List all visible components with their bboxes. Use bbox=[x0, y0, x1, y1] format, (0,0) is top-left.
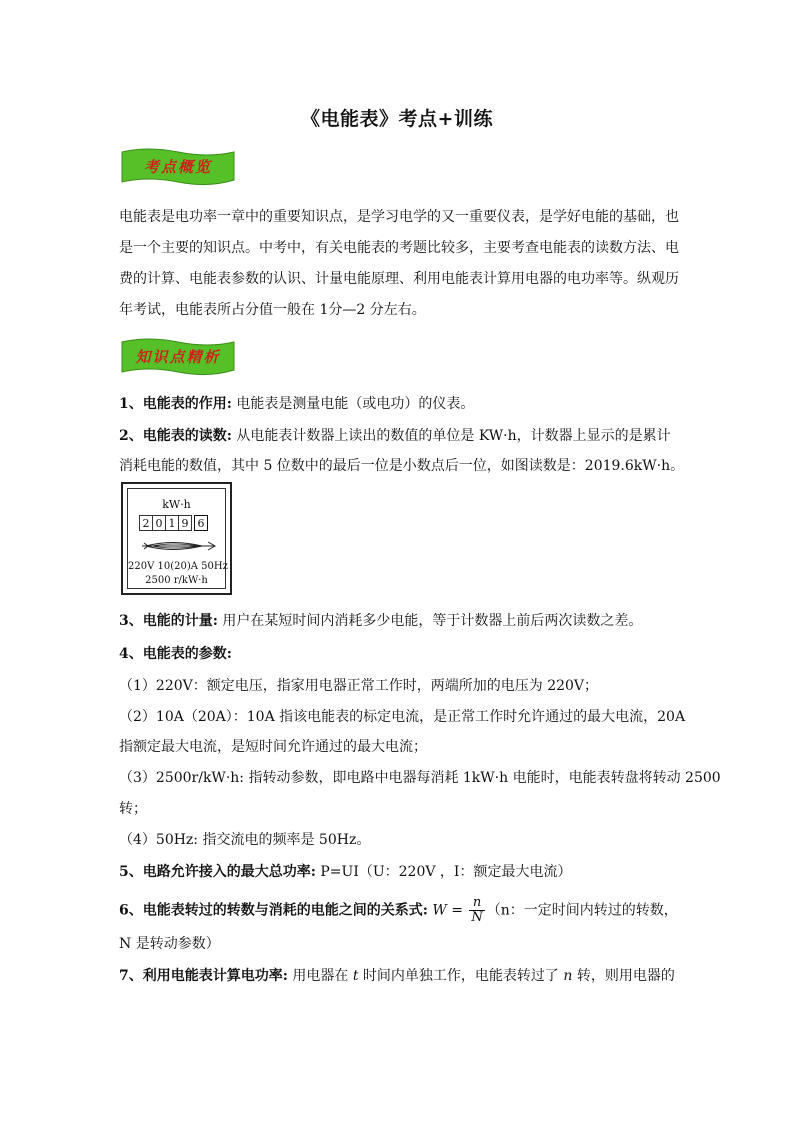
point-1 bbox=[119, 394, 689, 414]
analysis-banner bbox=[118, 336, 238, 378]
meter-digit: 1 bbox=[165, 515, 179, 531]
point-1-head: 1、电能表的作用: bbox=[119, 396, 232, 412]
formula-lhs: W = bbox=[432, 902, 463, 919]
point-2 bbox=[119, 426, 689, 446]
overview-paragraph: 电能表是电功率一章中的重要知识点，是学习电学的又一重要仪表，是学好电能的基础，也是一个主要的知识点。中考中，有关电能表的考题比较多，主要考查电能表的读数方法、电费的计算、电能表参数的认识、计量电能原理、利用电能表计算用电器的电功率等。纵观历年考试，电能表所占分值一般在 1分—2 分左右。 bbox=[119, 209, 679, 318]
point-1-text: 电能表是测量电能（或电功）的仪表。 bbox=[231, 396, 475, 412]
point-2-cont: 消耗电能的数值，其中 5 位数中的最后一位是小数点后一位，如图读数是：2019.6kW·h。 bbox=[119, 458, 685, 474]
point-4-head bbox=[119, 644, 689, 664]
meter-unit: kW·h bbox=[162, 498, 191, 511]
point-5-head: 5、电路允许接入的最大总功率: bbox=[119, 864, 316, 880]
point-6-text: （n：一定时间内转过的转数， bbox=[486, 902, 678, 919]
page-title: 《电能表》考点+训练 bbox=[301, 108, 493, 130]
point-5 bbox=[119, 862, 689, 882]
overview-banner-label: 考点概览 bbox=[143, 158, 212, 176]
point-4-item-3b: 转； bbox=[119, 801, 147, 817]
point-4-item-1: （1）220V：额定电压，指家用电器正常工作时，两端所加的电压为 220V； bbox=[119, 678, 599, 694]
meter-spec-rating: 220V 10(20)A 50Hz bbox=[128, 561, 228, 572]
point-4-item-4: （4）50Hz: 指交流电的频率是 50Hz。 bbox=[119, 832, 371, 848]
point-7-var-t: t bbox=[352, 968, 359, 984]
formula-denominator: N bbox=[471, 910, 483, 925]
point-5-text: P=UI（U：220V ，I：额定最大电流） bbox=[315, 864, 572, 880]
meter-spec-revolutions: 2500 r/kW·h bbox=[145, 575, 208, 586]
meter-digit: 9 bbox=[178, 515, 192, 531]
rotation-arrow-icon bbox=[142, 539, 218, 553]
meter-digit: 2 bbox=[139, 515, 153, 531]
point-7-head: 7、利用电能表计算电功率: bbox=[119, 968, 288, 984]
point-3 bbox=[119, 611, 689, 631]
meter-inner-frame bbox=[127, 488, 226, 589]
point-3-head: 3、电能的计量: bbox=[119, 613, 218, 629]
point-4-heading: 4、电能表的参数: bbox=[119, 646, 232, 662]
point-3-text: 用户在某短时间内消耗多少电能，等于计数器上前后两次读数之差。 bbox=[217, 613, 643, 629]
point-4-item-2b: 指额定最大电流，是短时间允许通过的最大电流； bbox=[119, 739, 427, 755]
energy-meter-figure bbox=[121, 482, 232, 595]
point-2-head: 2、电能表的读数: bbox=[119, 428, 232, 444]
point-7-text-c: 转，则用电器的 bbox=[572, 968, 675, 984]
point-7-var-n: n bbox=[563, 968, 573, 984]
point-2-text: 从电能表计数器上读出的数值的单位是 KW·h，计数器上显示的是累计 bbox=[231, 428, 671, 444]
point-4-item-3a: （3）2500r/kW·h: 指转动参数，即电路中电器每消耗 1kW·h 电能时，电能表转盘将转动 2500 bbox=[119, 770, 721, 786]
formula-fraction bbox=[469, 896, 484, 925]
point-7 bbox=[119, 966, 689, 986]
meter-counter bbox=[140, 515, 208, 531]
point-4-item-2a: （2）10A（20A）：10A 指该电能表的标定电流，是正常工作时允许通过的最大电流，20A bbox=[119, 709, 686, 725]
point-7-text-b: 时间内单独工作，电能表转过了 bbox=[358, 968, 564, 984]
point-6-cont: N 是转动参数） bbox=[119, 936, 220, 952]
meter-digit: 0 bbox=[152, 515, 166, 531]
point-7-text-a: 用电器在 bbox=[287, 968, 353, 984]
meter-digit-decimal: 6 bbox=[194, 515, 208, 531]
point-6-head: 6、电能表转过的转数与消耗的电能之间的关系式: bbox=[119, 902, 428, 919]
analysis-banner-label: 知识点精析 bbox=[135, 348, 221, 366]
formula-numerator: n bbox=[469, 896, 484, 911]
overview-banner bbox=[118, 146, 238, 188]
point-6 bbox=[119, 896, 689, 925]
